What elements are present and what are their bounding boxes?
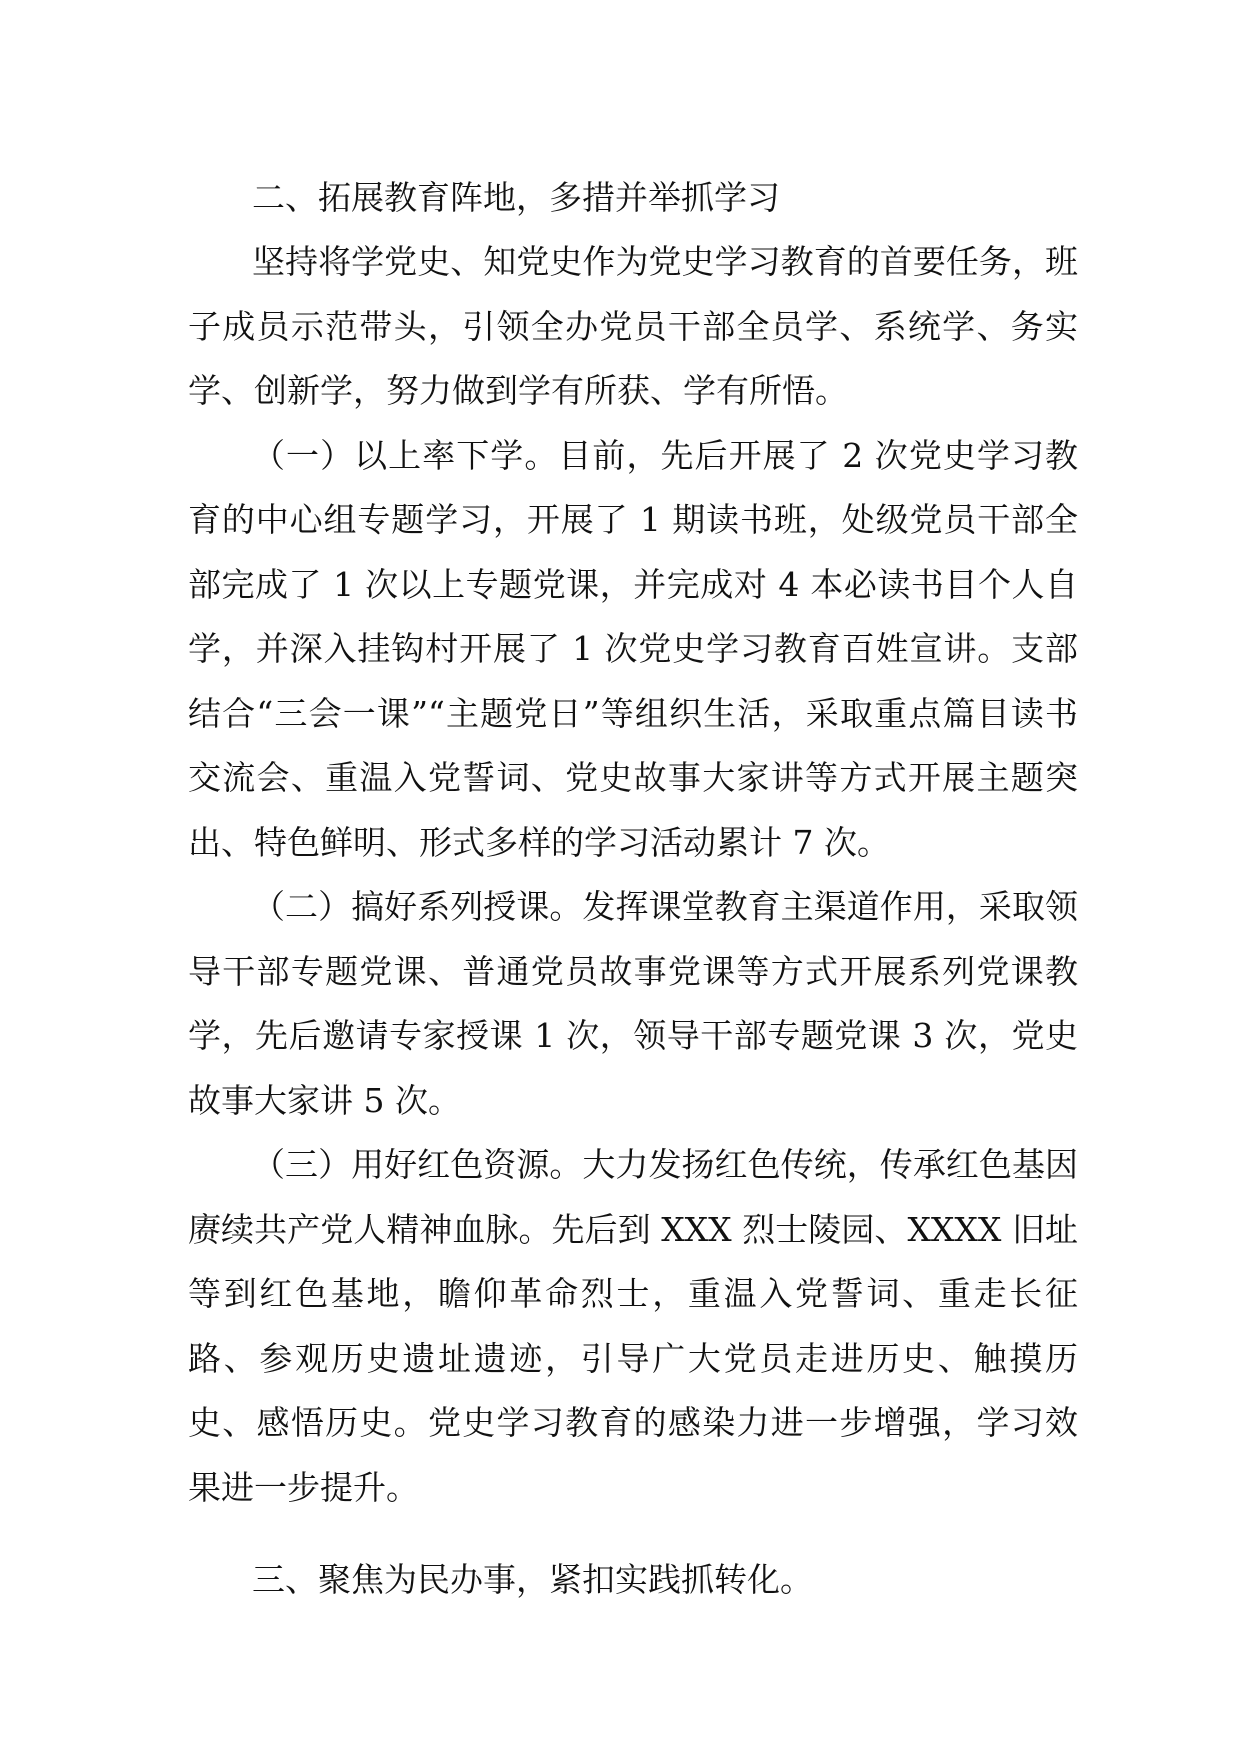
section-heading-3: 三、聚焦为民办事，紧扣实践抓转化。 <box>252 1560 813 1599</box>
section-heading-2: 二、拓展教育阵地，多措并举抓学习 <box>252 178 780 217</box>
document-body <box>188 166 1078 1612</box>
subsection-2-paragraph: （二）搞好系列授课。发挥课堂教育主渠道作用，采取领导干部专题党课、普通党员故事党课等方式开展系列党课教学，先后邀请专家授课 1 次，领导干部专题党课 3 次，党史故事大家讲 5 次。 <box>188 887 1078 1120</box>
intro-paragraph: 坚持将学党史、知党史作为党史学习教育的首要任务，班子成员示范带头，引领全办党员干部全员学、系统学、务实学、创新学，努力做到学有所获、学有所悟。 <box>188 242 1078 410</box>
subsection-1-paragraph: （一）以上率下学。目前，先后开展了 2 次党史学习教育的中心组专题学习，开展了 1 期读书班，处级党员干部全部完成了 1 次以上专题党课，并完成对 4 本必读书目个人自学，并深入挂钩村开展了 1 次党史学习教育百姓宣讲。支部结合“三会一课”“主题党日”等组织生活，采取重点篇目读书交流会、重温入党誓词、党史故事大家讲等方式开展主题突出、特色鲜明、形式多样的学习活动累计 7 次。 <box>188 435 1078 862</box>
subsection-3-paragraph: （三）用好红色资源。大力发扬红色传统，传承红色基因赓续共产党人精神血脉。先后到 XXX 烈士陵园、XXXX 旧址等到红色基地，瞻仰革命烈士，重温入党誓词、重走长征路、参观历史遗址遗迹，引导广大党员走进历史、触摸历史、感悟历史。党史学习教育的感染力进一步增强，学习效果进一步提升。 <box>188 1145 1078 1507</box>
